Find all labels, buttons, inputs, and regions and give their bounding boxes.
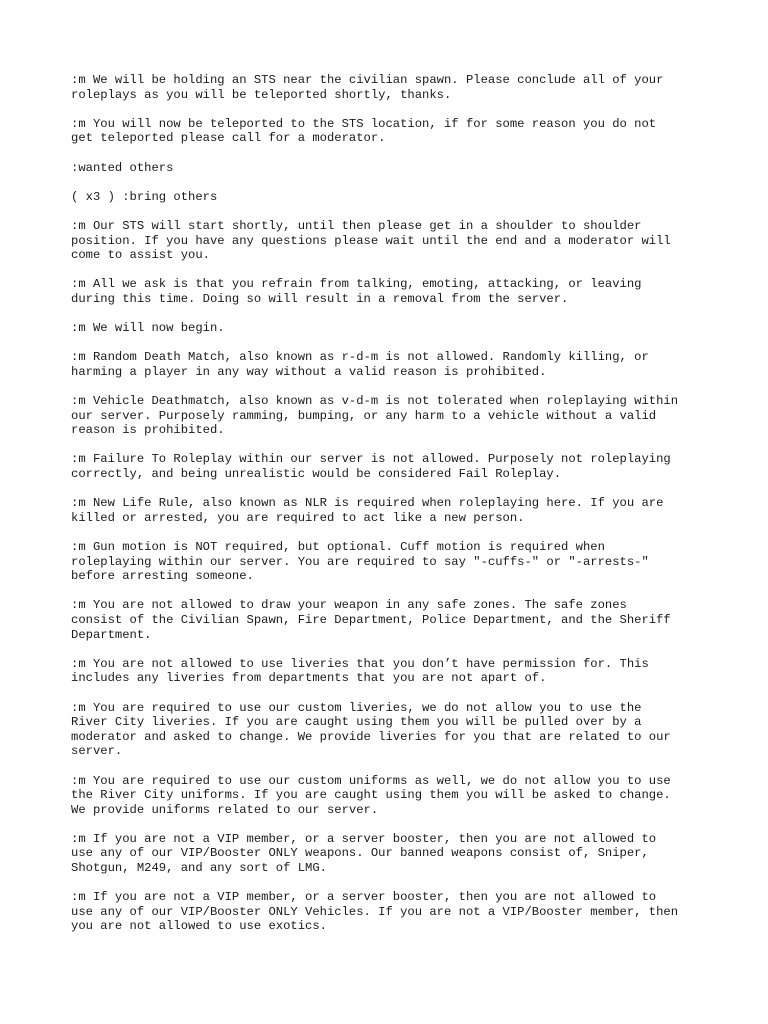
paragraph-vip-vehicles-rule: :m If you are not a VIP member, or a server booster, then you are not allowed to use any of our VIP/Booster ONLY Vehicles. If you are not a VIP/Booster member, then you are not allowed to use exotics. [71, 890, 679, 934]
paragraph-vdm-rule: :m Vehicle Deathmatch, also known as v-d-m is not tolerated when roleplaying within our server. Purposely ramming, bumping, or any harm to a vehicle without a valid reason is prohibited. [71, 394, 679, 438]
paragraph-custom-uniforms-rule: :m You are required to use our custom uniforms as well, we do not allow you to use the River City uniforms. If you are caught using them you will be asked to change. We provide uniforms related to our server. [71, 773, 671, 817]
paragraph-gun-cuff-motion-rule: :m Gun motion is NOT required, but optional. Cuff motion is required when roleplaying within our server. You are required to say "-cuffs-" or "-arrests-" before arresting someone. [71, 540, 649, 584]
paragraph-sts-announcement: :m We will be holding an STS near the civilian spawn. Please conclude all of your roleplays as you will be teleported shortly, thanks. [71, 73, 664, 102]
paragraph-wanted-command: :wanted others [71, 160, 174, 175]
paragraph-rdm-rule: :m Random Death Match, also known as r-d-m is not allowed. Randomly killing, or harming a player in any way without a valid reason is prohibited. [71, 350, 649, 379]
paragraph-fail-roleplay-rule: :m Failure To Roleplay within our server is not allowed. Purposely not roleplaying correctly, and being unrealistic would be considered Fail Roleplay. [71, 452, 671, 482]
paragraph-shoulder-position: :m Our STS will start shortly, until then please get in a shoulder to shoulder position. If you have any questions please wait until the end and a moderator will come to assist you. [71, 218, 671, 263]
paragraph-begin: :m We will now begin. [71, 321, 225, 336]
paragraph-nlr-rule: :m New Life Rule, also known as NLR is required when roleplaying here. If you are killed or arrested, you are required to act like a new person. [71, 496, 664, 525]
paragraph-vip-weapons-rule: :m If you are not a VIP member, or a server booster, then you are not allowed to use any of our VIP/Booster ONLY weapons. Our banned weapons consist of, Sniper, Shotgun, M249, and any sort of LMG. [71, 831, 657, 876]
paragraph-custom-liveries-rule: :m You are required to use our custom liveries, we do not allow you to use the River City liveries. If you are caught using them you will be pulled over by a moderator and asked to change. We provide liveries for you that are related to our server. [71, 700, 671, 759]
paragraph-bring-command: ( x3 ) :bring others [71, 189, 218, 204]
paragraph-refrain-notice: :m All we ask is that you refrain from talking, emoting, attacking, or leaving during this time. Doing so will result in a removal from the server. [71, 277, 642, 306]
paragraph-safe-zones-rule: :m You are not allowed to draw your weapon in any safe zones. The safe zones consist of the Civilian Spawn, Fire Department, Police Department, and the Sheriff Department. [71, 598, 671, 642]
paragraph-teleport-notice: :m You will now be teleported to the STS location, if for some reason you do not get teleported please call for a moderator. [71, 116, 657, 146]
paragraph-livery-permission-rule: :m You are not allowed to use liveries that you don’t have permission for. This includes any liveries from departments that you are not apart of. [71, 656, 649, 686]
document-page [71, 73, 711, 949]
